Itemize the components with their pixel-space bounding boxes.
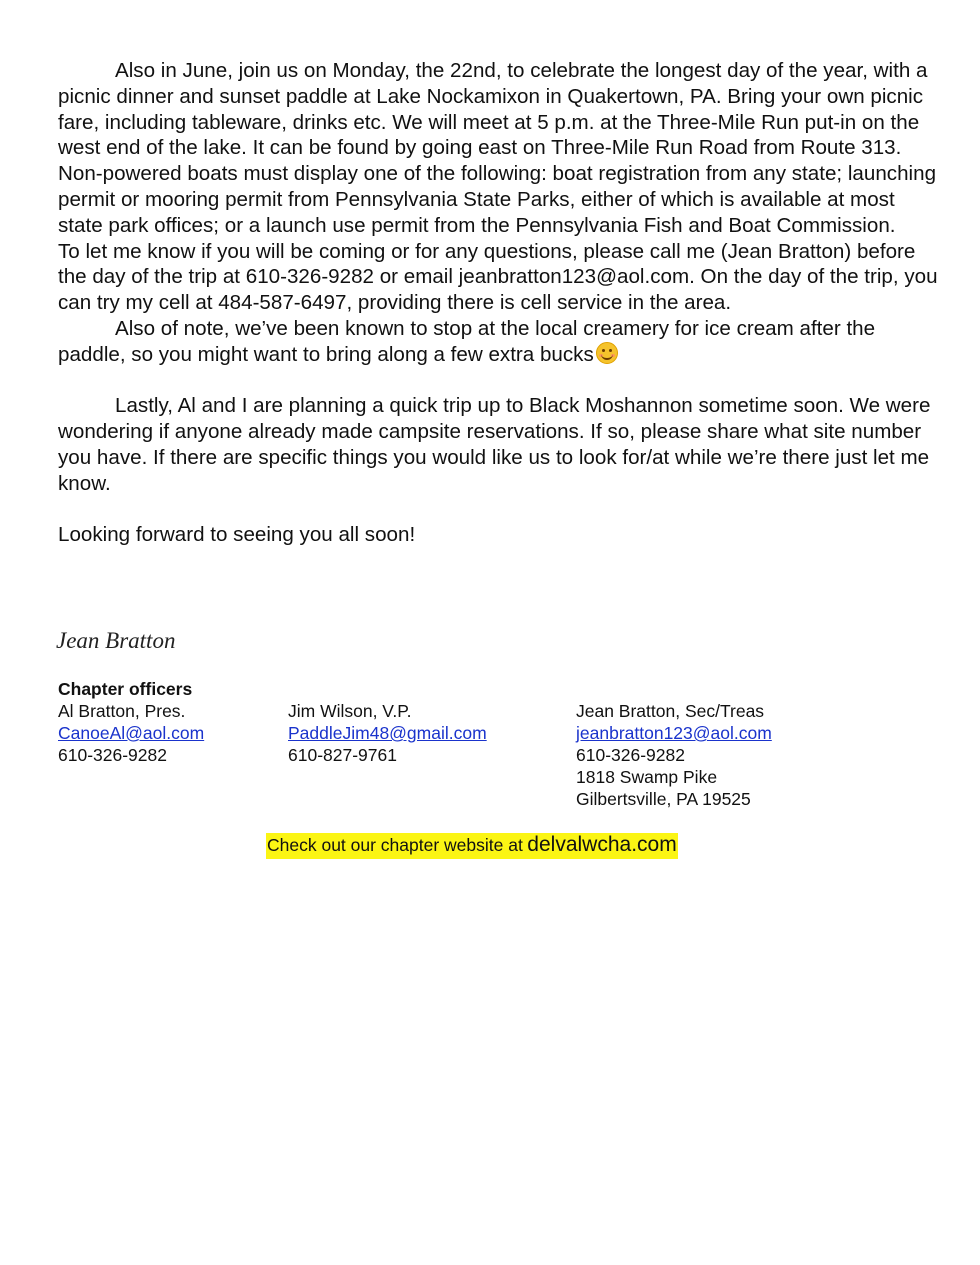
chapter-officers	[58, 678, 772, 809]
officer-email-link[interactable]: PaddleJim48@gmail.com	[288, 723, 487, 743]
website-url[interactable]: delvalwcha.com	[527, 833, 677, 856]
officers-heading: Chapter officers	[58, 679, 193, 699]
officer-vice-president	[288, 700, 487, 766]
officer-secretary-treasurer	[576, 700, 772, 810]
officer-phone: 610-326-9282	[58, 745, 167, 765]
contact-paragraph: To let me know if you will be coming or for any questions, please call me (Jean Bratton) before the day of the trip at 610-326-9282 or email jeanbratton123@aol.com. On the day of the trip, you can try my cell at 484-587-6497, providing there is cell service in the area.	[58, 239, 938, 315]
officer-title: Jim Wilson, V.P.	[288, 701, 412, 721]
website-callout	[266, 833, 678, 859]
officer-title: Jean Bratton, Sec/Treas	[576, 701, 765, 721]
officer-title: Al Bratton, Pres.	[58, 701, 186, 721]
officer-address-line1: 1818 Swamp Pike	[576, 767, 718, 787]
smiley-icon	[596, 342, 618, 364]
officer-phone: 610-326-9282	[576, 745, 685, 765]
letter-body	[58, 58, 938, 548]
officer-president	[58, 700, 204, 766]
june-event-paragraph: Also in June, join us on Monday, the 22nd, to celebrate the longest day of the year, with a picnic dinner and sunset paddle at Lake Nockamixon in Quakertown, PA. Bring your own picnic fare, including tableware, drinks etc. We will meet at 5 p.m. at the Three-Mile Run put-in on the west end of the lake. It can be found by going east on Three-Mile Run Road from Route 313. Non-powered boats must display one of the following: boat registration from any state; launching permit or mooring permit from Pennsylvania State Parks, either of which is available at most state park offices; or a launch use permit from the Pennsylvania Fish and Boat Commission.	[58, 59, 937, 237]
creamery-text: Also of note, we’ve been known to stop at the local creamery for ice cream after the paddle, so you might want to bring along a few extra bucks	[58, 316, 876, 366]
officer-email-link[interactable]: CanoeAl@aol.com	[58, 723, 205, 743]
officer-phone: 610-827-9761	[288, 745, 397, 765]
website-lead-text: Check out our chapter website at	[267, 835, 523, 855]
officer-email-link[interactable]: jeanbratton123@aol.com	[576, 723, 772, 743]
closing-line: Looking forward to seeing you all soon!	[58, 523, 416, 547]
creamery-paragraph	[58, 316, 938, 368]
black-moshannon-paragraph: Lastly, Al and I are planning a quick trip up to Black Moshannon sometime soon. We were wondering if anyone already made campsite reservations. If so, please share what site number you have. If there are specific things you would like us to look for/at while we’re there just let me know.	[58, 394, 931, 495]
officer-address-line2: Gilbertsville, PA 19525	[576, 789, 751, 809]
signature: Jean Bratton	[56, 628, 176, 653]
